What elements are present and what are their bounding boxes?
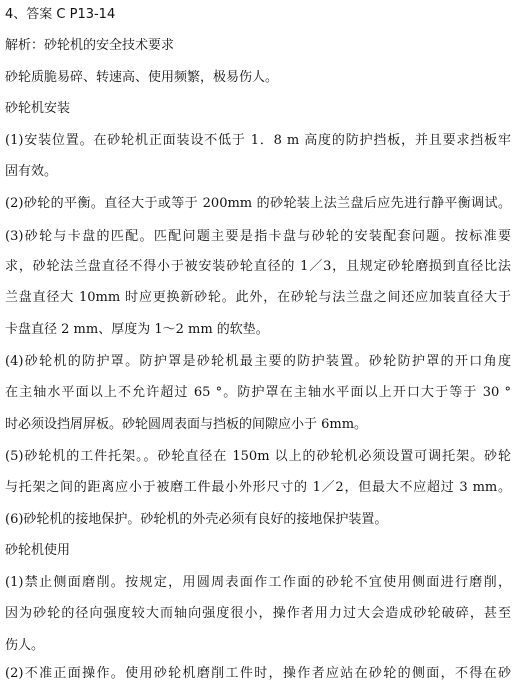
paragraph-line: (3)砂轮与卡盘的匹配。匹配问题主要是指卡盘与砂轮的安装配套问题。按标准要 bbox=[5, 229, 511, 244]
paragraph-line: (4)砂轮机的防护罩。防护罩是砂轮机最主要的防护装置。砂轮防护罩的开口角度 bbox=[5, 354, 511, 369]
paragraph-line: 固有效。 bbox=[5, 164, 58, 179]
answer-line: 4、答案 C P13-14 bbox=[5, 7, 116, 22]
paragraph-line: (1)安装位置。在砂轮机正面装设不低于 1．8 m 高度的防护挡板，并且要求挡板牢 bbox=[5, 133, 511, 148]
paragraph-line: (2)砂轮的平衡。直径大于或等于 200mm 的砂轮装上法兰盘后应先进行静平衡调试。 bbox=[5, 196, 511, 211]
paragraph-line: 因为砂轮的径向强度较大而轴向强度很小，操作者用力过大会造成砂轮破碎，甚至 bbox=[5, 606, 511, 621]
paragraph-line: 卡盘直径 2 mm、厚度为 1～2 mm 的软垫。 bbox=[5, 322, 269, 337]
analysis-title: 解析：砂轮机的安全技术要求 bbox=[5, 38, 175, 53]
paragraph-line: 在主轴水平面以上不允许超过 65 °。防护罩在主轴水平面以上开口大于等于 30 ° bbox=[5, 385, 511, 400]
section-heading-use: 砂轮机使用 bbox=[5, 543, 71, 558]
paragraph-line: (5)砂轮机的工件托架。。砂轮直径在 150m 以上的砂轮机必须设置可调托架。砂轮 bbox=[5, 449, 511, 464]
paragraph-line: (1)禁止侧面磨削。按规定，用圆周表面作工作面的砂轮不宜使用侧面进行磨削， bbox=[5, 575, 511, 590]
paragraph-line: 伤人。 bbox=[5, 638, 45, 653]
paragraph-line: (2)不准正面操作。使用砂轮机磨削工件时，操作者应站在砂轮的侧面，不得在砂 bbox=[5, 666, 511, 681]
paragraph-line: 与托架之间的距离应小于被磨工件最小外形尺寸的 1／2，但最大不应超过 3 mm。 bbox=[5, 480, 511, 495]
paragraph-line: (6)砂轮机的接地保护。砂轮机的外壳必须有良好的接地保护装置。 bbox=[5, 512, 388, 527]
paragraph-line: 兰盘直径大 10mm 时应更换新砂轮。此外，在砂轮与法兰盘之间还应加装直径大于 bbox=[5, 290, 511, 305]
section-heading-install: 砂轮机安装 bbox=[5, 101, 71, 116]
paragraph-line: 求，砂轮法兰盘直径不得小于被安装砂轮直径的 1／3，且规定砂轮磨损到直径比法 bbox=[5, 259, 511, 274]
intro-line: 砂轮质脆易碎、转速高、使用频繁，极易伤人。 bbox=[5, 70, 279, 85]
paragraph-line: 时必须设挡屑屏板。砂轮圆周表面与挡板的间隙应小于 6mm。 bbox=[5, 417, 368, 432]
